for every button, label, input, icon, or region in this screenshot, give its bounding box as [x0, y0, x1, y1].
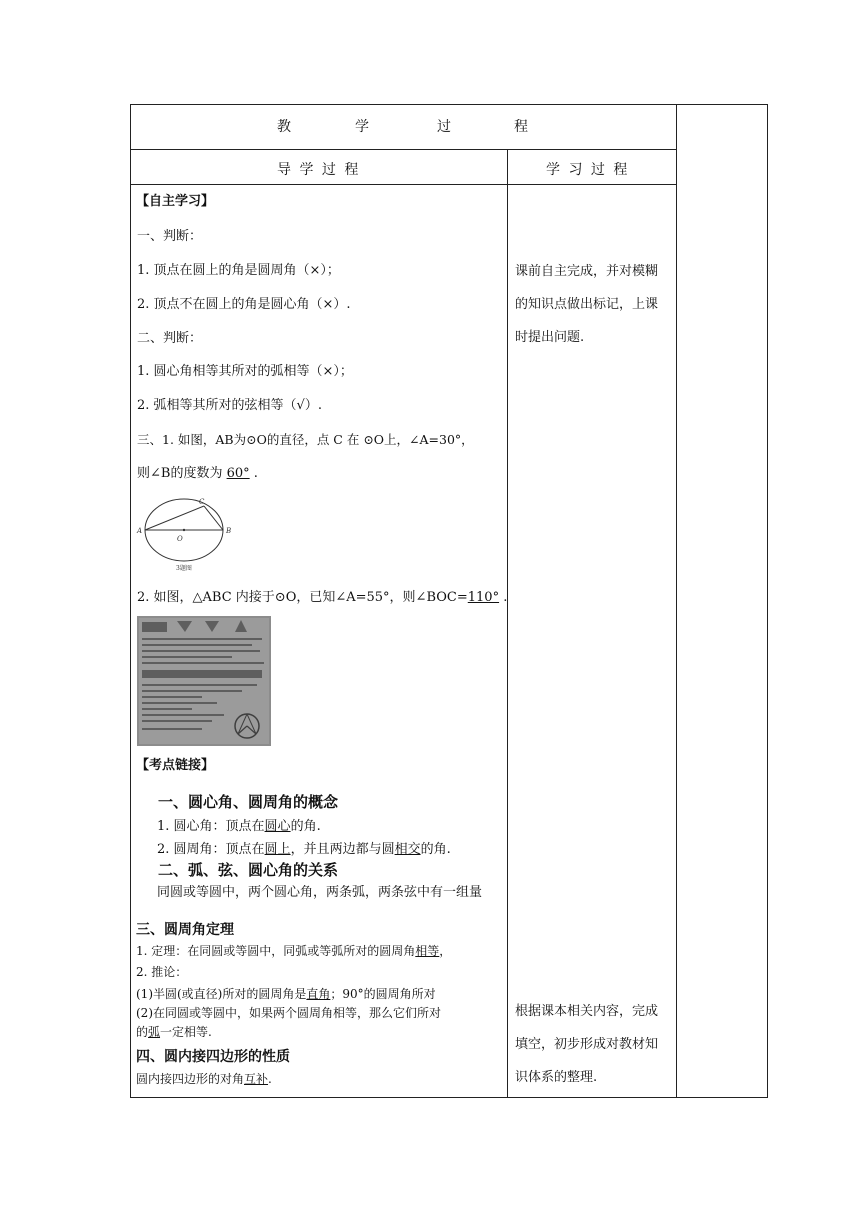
s3-l3-prefix: (1)半圆(或直径)所对的圆周角是 — [136, 987, 307, 1001]
q5-answer: 60° — [226, 466, 250, 481]
table-bottom-border — [130, 1097, 767, 1098]
q6-answer: 110° — [467, 590, 500, 605]
section-1-title: 一、圆心角、圆周角的概念 — [158, 793, 339, 811]
section-1-line-2 — [157, 842, 451, 858]
s3-l1-answer: 相等 — [415, 944, 440, 958]
q6-prefix: 2. 如图，△ABC 内接于⊙O，已知∠A=55°，则∠BOC= — [137, 590, 468, 605]
section-1-line-1 — [157, 819, 321, 835]
section-3-title: 三、圆周角定理 — [136, 922, 234, 938]
s4-l1-answer: 互补 — [244, 1072, 269, 1086]
table-left-border — [130, 104, 131, 1098]
s3-l5-prefix: 的 — [136, 1025, 149, 1039]
part2-title: 二、判断： — [137, 331, 203, 346]
s1-l1-prefix: 1. 圆心角：顶点在 — [157, 819, 265, 834]
section-3-line-5 — [136, 1025, 212, 1040]
diagram-label-b: B — [226, 527, 232, 535]
s4-l1-suffix: . — [268, 1072, 272, 1086]
section-2-line-1-clip — [157, 885, 506, 903]
section-4-title: 四、圆内接四边形的性质 — [136, 1049, 290, 1065]
s1-l1-suffix: 的角. — [290, 819, 321, 834]
part1-title: 一、判断： — [137, 229, 203, 244]
section-4-line-1 — [136, 1072, 272, 1087]
title-char-1: 教 — [277, 119, 293, 135]
diagram-center-dot — [183, 529, 185, 531]
s1-l2-mid: ，并且两边都与圆 — [290, 842, 395, 857]
column-header-study: 学 习 过 程 — [546, 162, 630, 178]
q5-prefix: 则∠B的度数为 — [137, 466, 227, 481]
scanned-worksheet-image — [137, 616, 271, 746]
circle-diagram — [136, 494, 232, 572]
question-2: 2. 顶点不在圆上的角是圆心角（×）. — [137, 297, 351, 312]
q5-suffix: . — [249, 466, 258, 481]
s1-l2-prefix: 2. 圆周角：顶点在 — [157, 842, 265, 857]
question-6 — [137, 590, 507, 606]
s4-l1-prefix: 圆内接四边形的对角 — [136, 1072, 245, 1086]
title-char-2: 学 — [355, 119, 371, 135]
study-note-1: 课前自主完成，并对模糊的知识点做出标记，上课时提出问题. — [515, 264, 659, 345]
subheader-divider — [130, 184, 677, 185]
diagram-chord-ac — [145, 506, 204, 530]
table-right-border — [767, 104, 768, 1098]
question-5-line-1: 三、1. 如图，AB为⊙O的直径，点 C 在 ⊙O上，∠A=30°， — [137, 432, 474, 447]
diagram-label-a: A — [137, 527, 143, 535]
section-3-line-3 — [136, 987, 436, 1002]
s3-l1-suffix: ， — [439, 944, 452, 958]
column-divider — [507, 149, 508, 1098]
self-study-heading: 【自主学习】 — [136, 194, 215, 209]
s3-l3-answer: 直角 — [306, 987, 331, 1001]
s1-l2-suffix: 的角. — [420, 842, 451, 857]
section-2-line-1: 同圆或等圆中，两个圆心角，两条弧，两条弦中有一组量 — [157, 885, 483, 900]
diagram-label-c: C — [199, 498, 205, 506]
s1-l2-answer-1: 圆上 — [264, 842, 291, 857]
title-char-4: 程 — [514, 119, 530, 135]
s1-l2-answer-2: 相交 — [394, 842, 421, 857]
diagram-label-o: O — [177, 535, 183, 543]
study-note-2: 根据课本相关内容，完成填空，初步形成对教材知识体系的整理. — [515, 1004, 659, 1085]
notes-column-divider — [676, 104, 677, 1098]
s3-l5-suffix: 一定相等. — [160, 1025, 212, 1039]
title-char-3: 过 — [437, 119, 453, 135]
diagram-caption: 3题图 — [176, 565, 192, 572]
links-heading: 【考点链接】 — [136, 758, 215, 773]
question-1: 1. 顶点在圆上的角是圆周角（×）； — [137, 263, 340, 278]
s1-l1-answer: 圆心 — [264, 819, 291, 834]
question-5-line-2 — [137, 466, 258, 482]
header-divider — [130, 149, 677, 150]
section-2-title: 二、弧、弦、圆心角的关系 — [158, 861, 339, 879]
question-3: 1. 圆心角相等其所对的弧相等（×）； — [137, 364, 353, 379]
column-header-guide: 导 学 过 程 — [277, 162, 361, 178]
s3-l3-suffix: ；90°的圆周角所对 — [330, 987, 436, 1001]
question-4: 2. 弧相等其所对的弦相等（√）. — [137, 398, 322, 413]
section-3-line-4: (2)在同圆或等圆中，如果两个圆周角相等，那么它们所对 — [136, 1006, 442, 1020]
section-3-line-2: 2. 推论： — [136, 965, 188, 979]
section-3-line-1 — [136, 944, 451, 959]
table-top-border — [130, 104, 767, 105]
q6-suffix: . — [499, 590, 508, 605]
s3-l1-prefix: 1. 定理：在同圆或等圆中，同弧或等弧所对的圆周角 — [136, 944, 416, 958]
s3-l5-answer: 弧 — [148, 1025, 161, 1039]
